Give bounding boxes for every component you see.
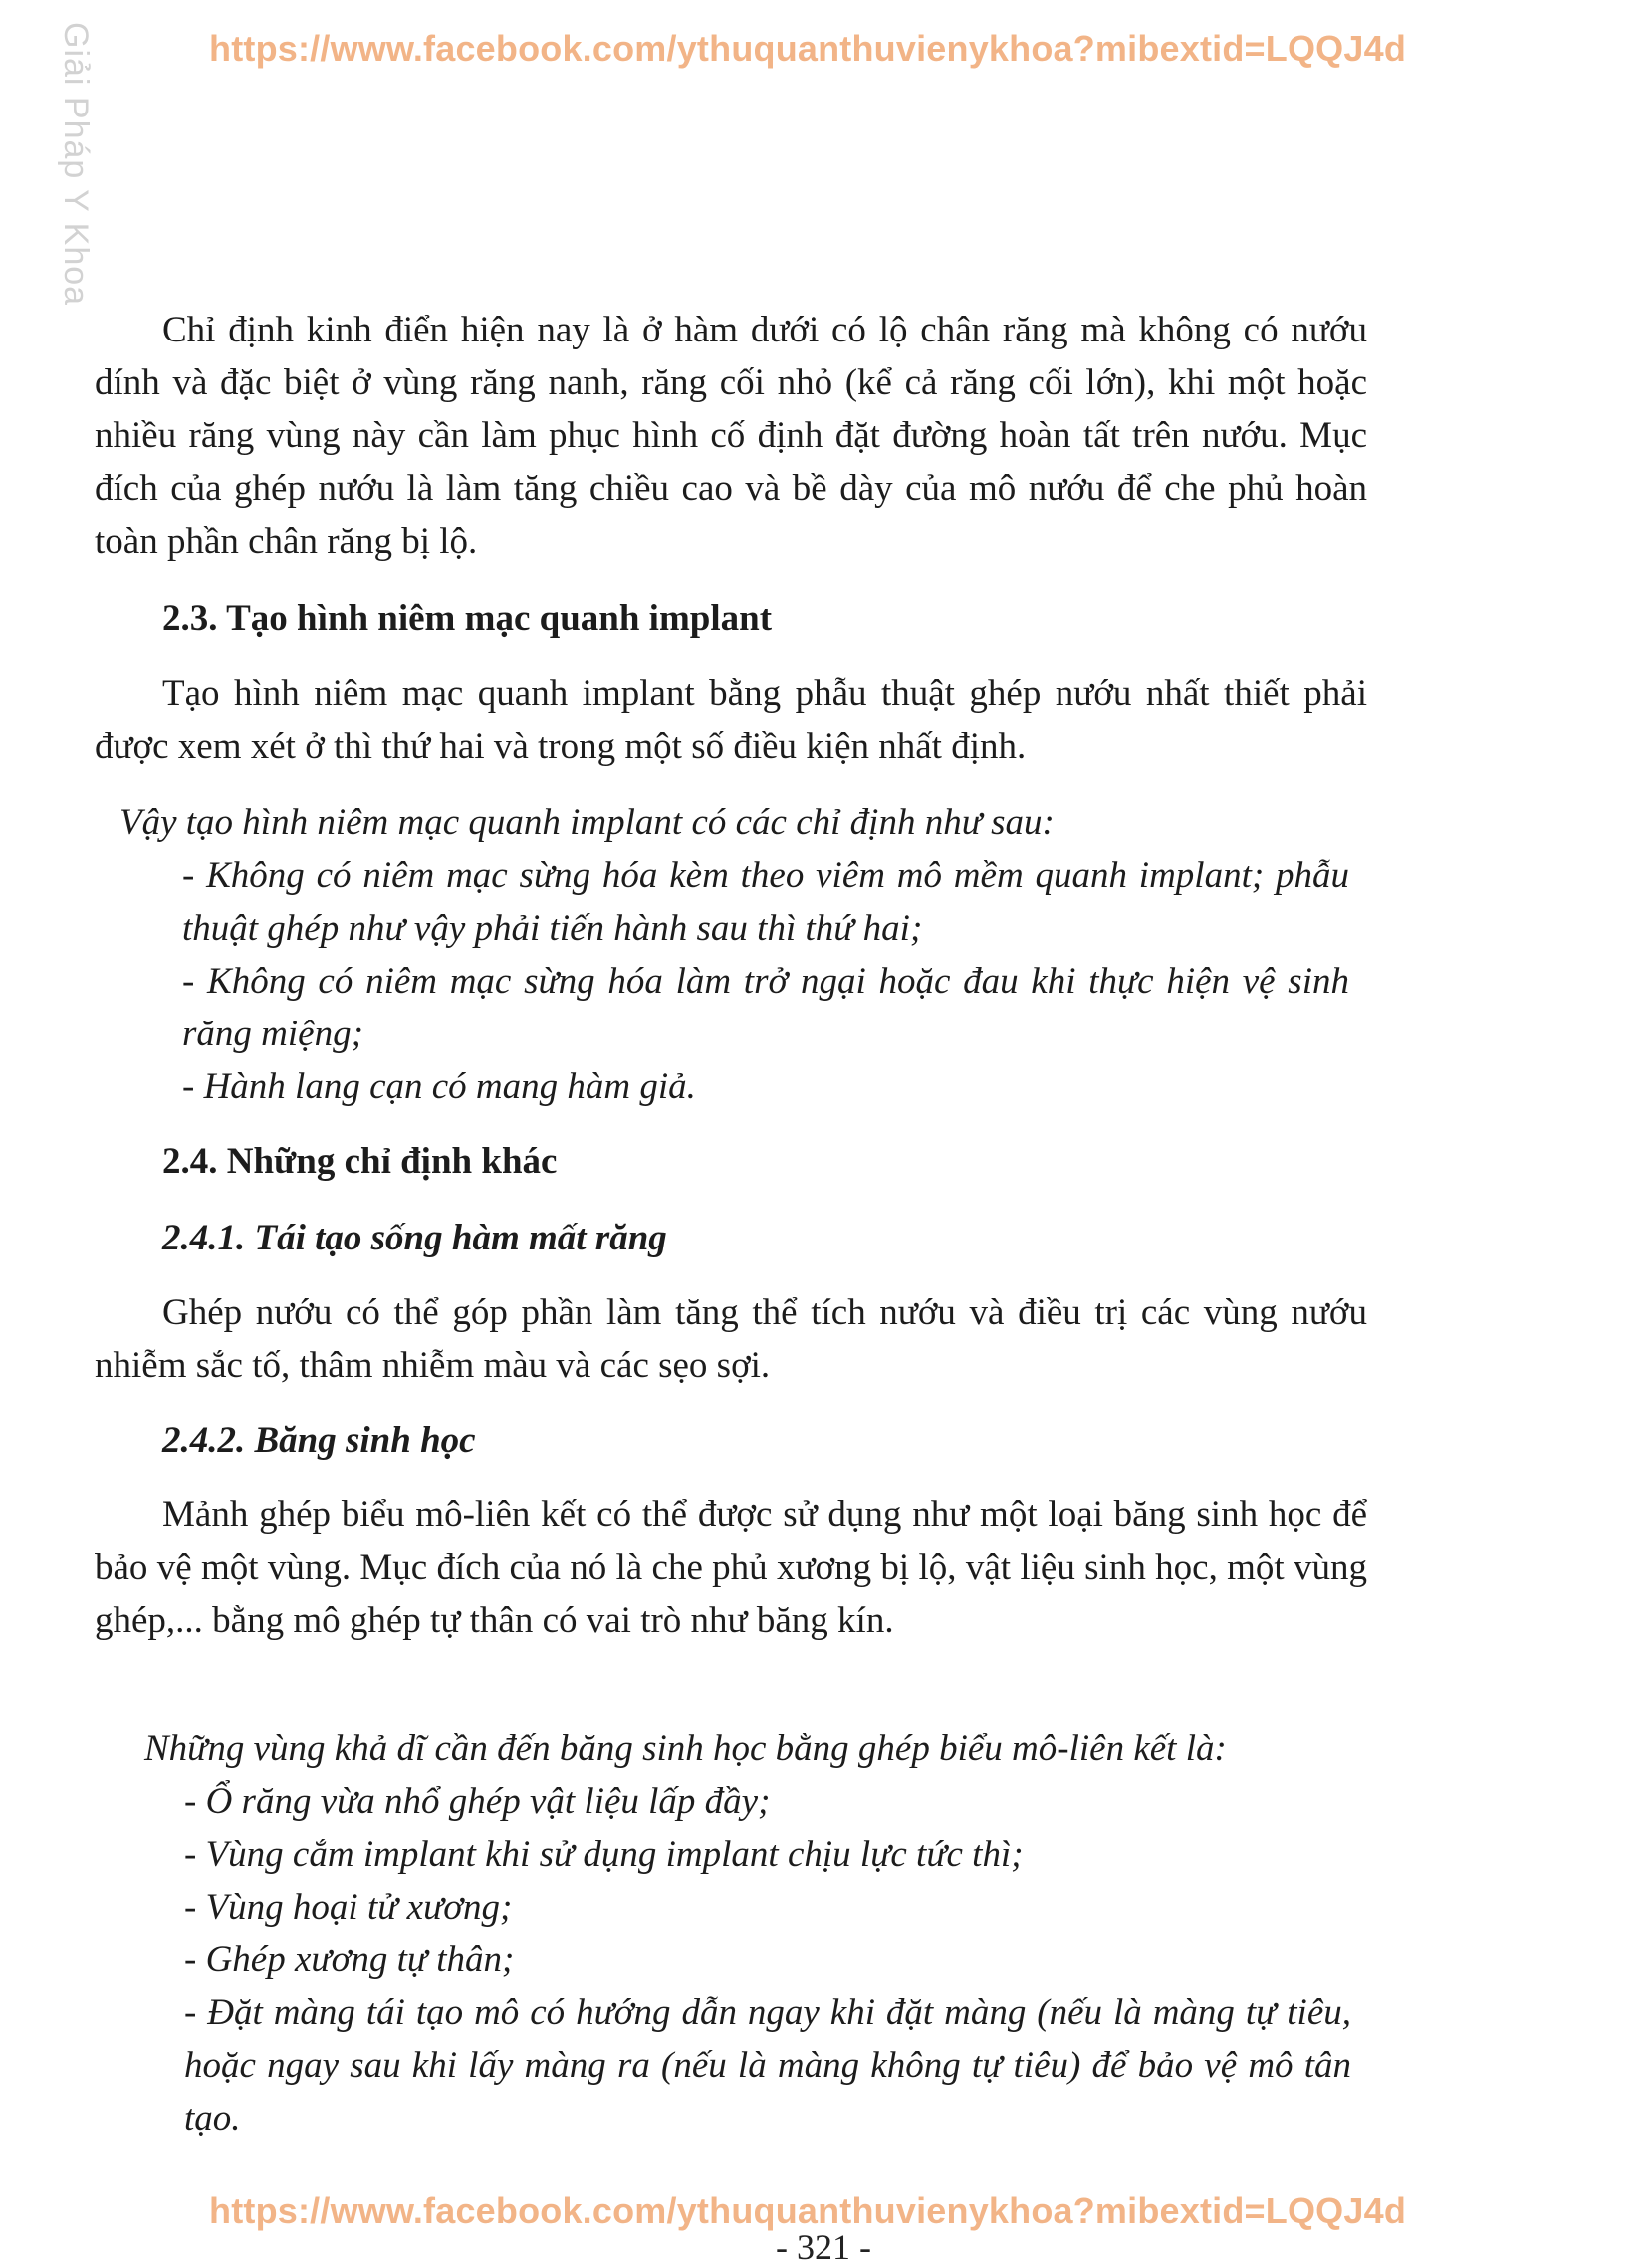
list-item: - Không có niêm mạc sừng hóa kèm theo viêm mô mềm quanh implant; phẫu thuật ghép như vậy phải tiến hành sau thì thứ hai; [182,855,1349,949]
page-number: - 321 - [776,2227,871,2267]
list-item: - Vùng cắm implant khi sử dụng implant chịu lực tức thì; [184,1834,1024,1875]
list-item: - Ghép xương tự thân; [184,1939,515,1980]
heading-2-4-2: 2.4.2. Băng sinh học [162,1420,476,1461]
list-item: - Vùng hoại tử xương; [184,1887,513,1928]
list-item: - Đặt màng tái tạo mô có hướng dẫn ngay khi đặt màng (nếu là màng tự tiêu, hoặc ngay sau khi lấy màng ra (nếu là màng không tự tiêu) để bảo vệ mô tân tạo. [184,1992,1351,2139]
heading-2-4-1: 2.4.1. Tái tạo sống hàm mất răng [162,1218,667,1258]
list-item: - Không có niêm mạc sừng hóa làm trở ngại hoặc đau khi thực hiện vệ sinh răng miệng; [182,961,1349,1054]
list-2-lead: Những vùng khả dĩ cần đến băng sinh học bằng ghép biểu mô-liên kết là: [144,1728,1227,1769]
watermark-url-bottom: https://www.facebook.com/ythuquanthuvienykhoa?mibextid=LQQJ4d [209,2190,1407,2231]
list-item: - Ổ răng vừa nhổ ghép vật liệu lấp đầy; [184,1781,771,1822]
paragraph-mucosa-shaping: Tạo hình niêm mạc quanh implant bằng phẫu thuật ghép nướu nhất thiết phải được xem xét ở thì thứ hai và trong một số điều kiện nhất định. [95,673,1367,767]
paragraph-biological-dressing: Mảnh ghép biểu mô-liên kết có thể được sử dụng như một loại băng sinh học để bảo vệ một vùng. Mục đích của nó là che phủ xương bị lộ, vật liệu sinh học, một vùng ghép,... bằng mô ghép tự thân có vai trò như băng kín. [95,1494,1367,1641]
watermark-url-top: https://www.facebook.com/ythuquanthuvienykhoa?mibextid=LQQJ4d [209,28,1407,69]
heading-2-3: 2.3. Tạo hình niêm mạc quanh implant [162,598,773,639]
list-1-lead: Vậy tạo hình niêm mạc quanh implant có các chỉ định như sau: [119,802,1055,843]
heading-2-4: 2.4. Những chỉ định khác [162,1141,558,1182]
list-item: - Hành lang cạn có mang hàm giả. [182,1066,696,1107]
watermark-side-text: Giải Pháp Y Khoa [57,22,95,307]
paragraph-indications: Chỉ định kinh điển hiện nay là ở hàm dưới có lộ chân răng mà không có nướu dính và đặc biệt ở vùng răng nanh, răng cối nhỏ (kể cả răng cối lớn), khi một hoặc nhiều răng vùng này cần làm phục hình cố định đặt đường hoàn tất trên nướu. Mục đích của ghép nướu là làm tăng chiều cao và bề dày của mô nướu để che phủ hoàn toàn phần chân răng bị lộ. [95,310,1367,562]
paragraph-ridge-reconstruction: Ghép nướu có thể góp phần làm tăng thể tích nướu và điều trị các vùng nướu nhiễm sắc tố, thâm nhiễm màu và các sẹo sợi. [95,1292,1367,1386]
